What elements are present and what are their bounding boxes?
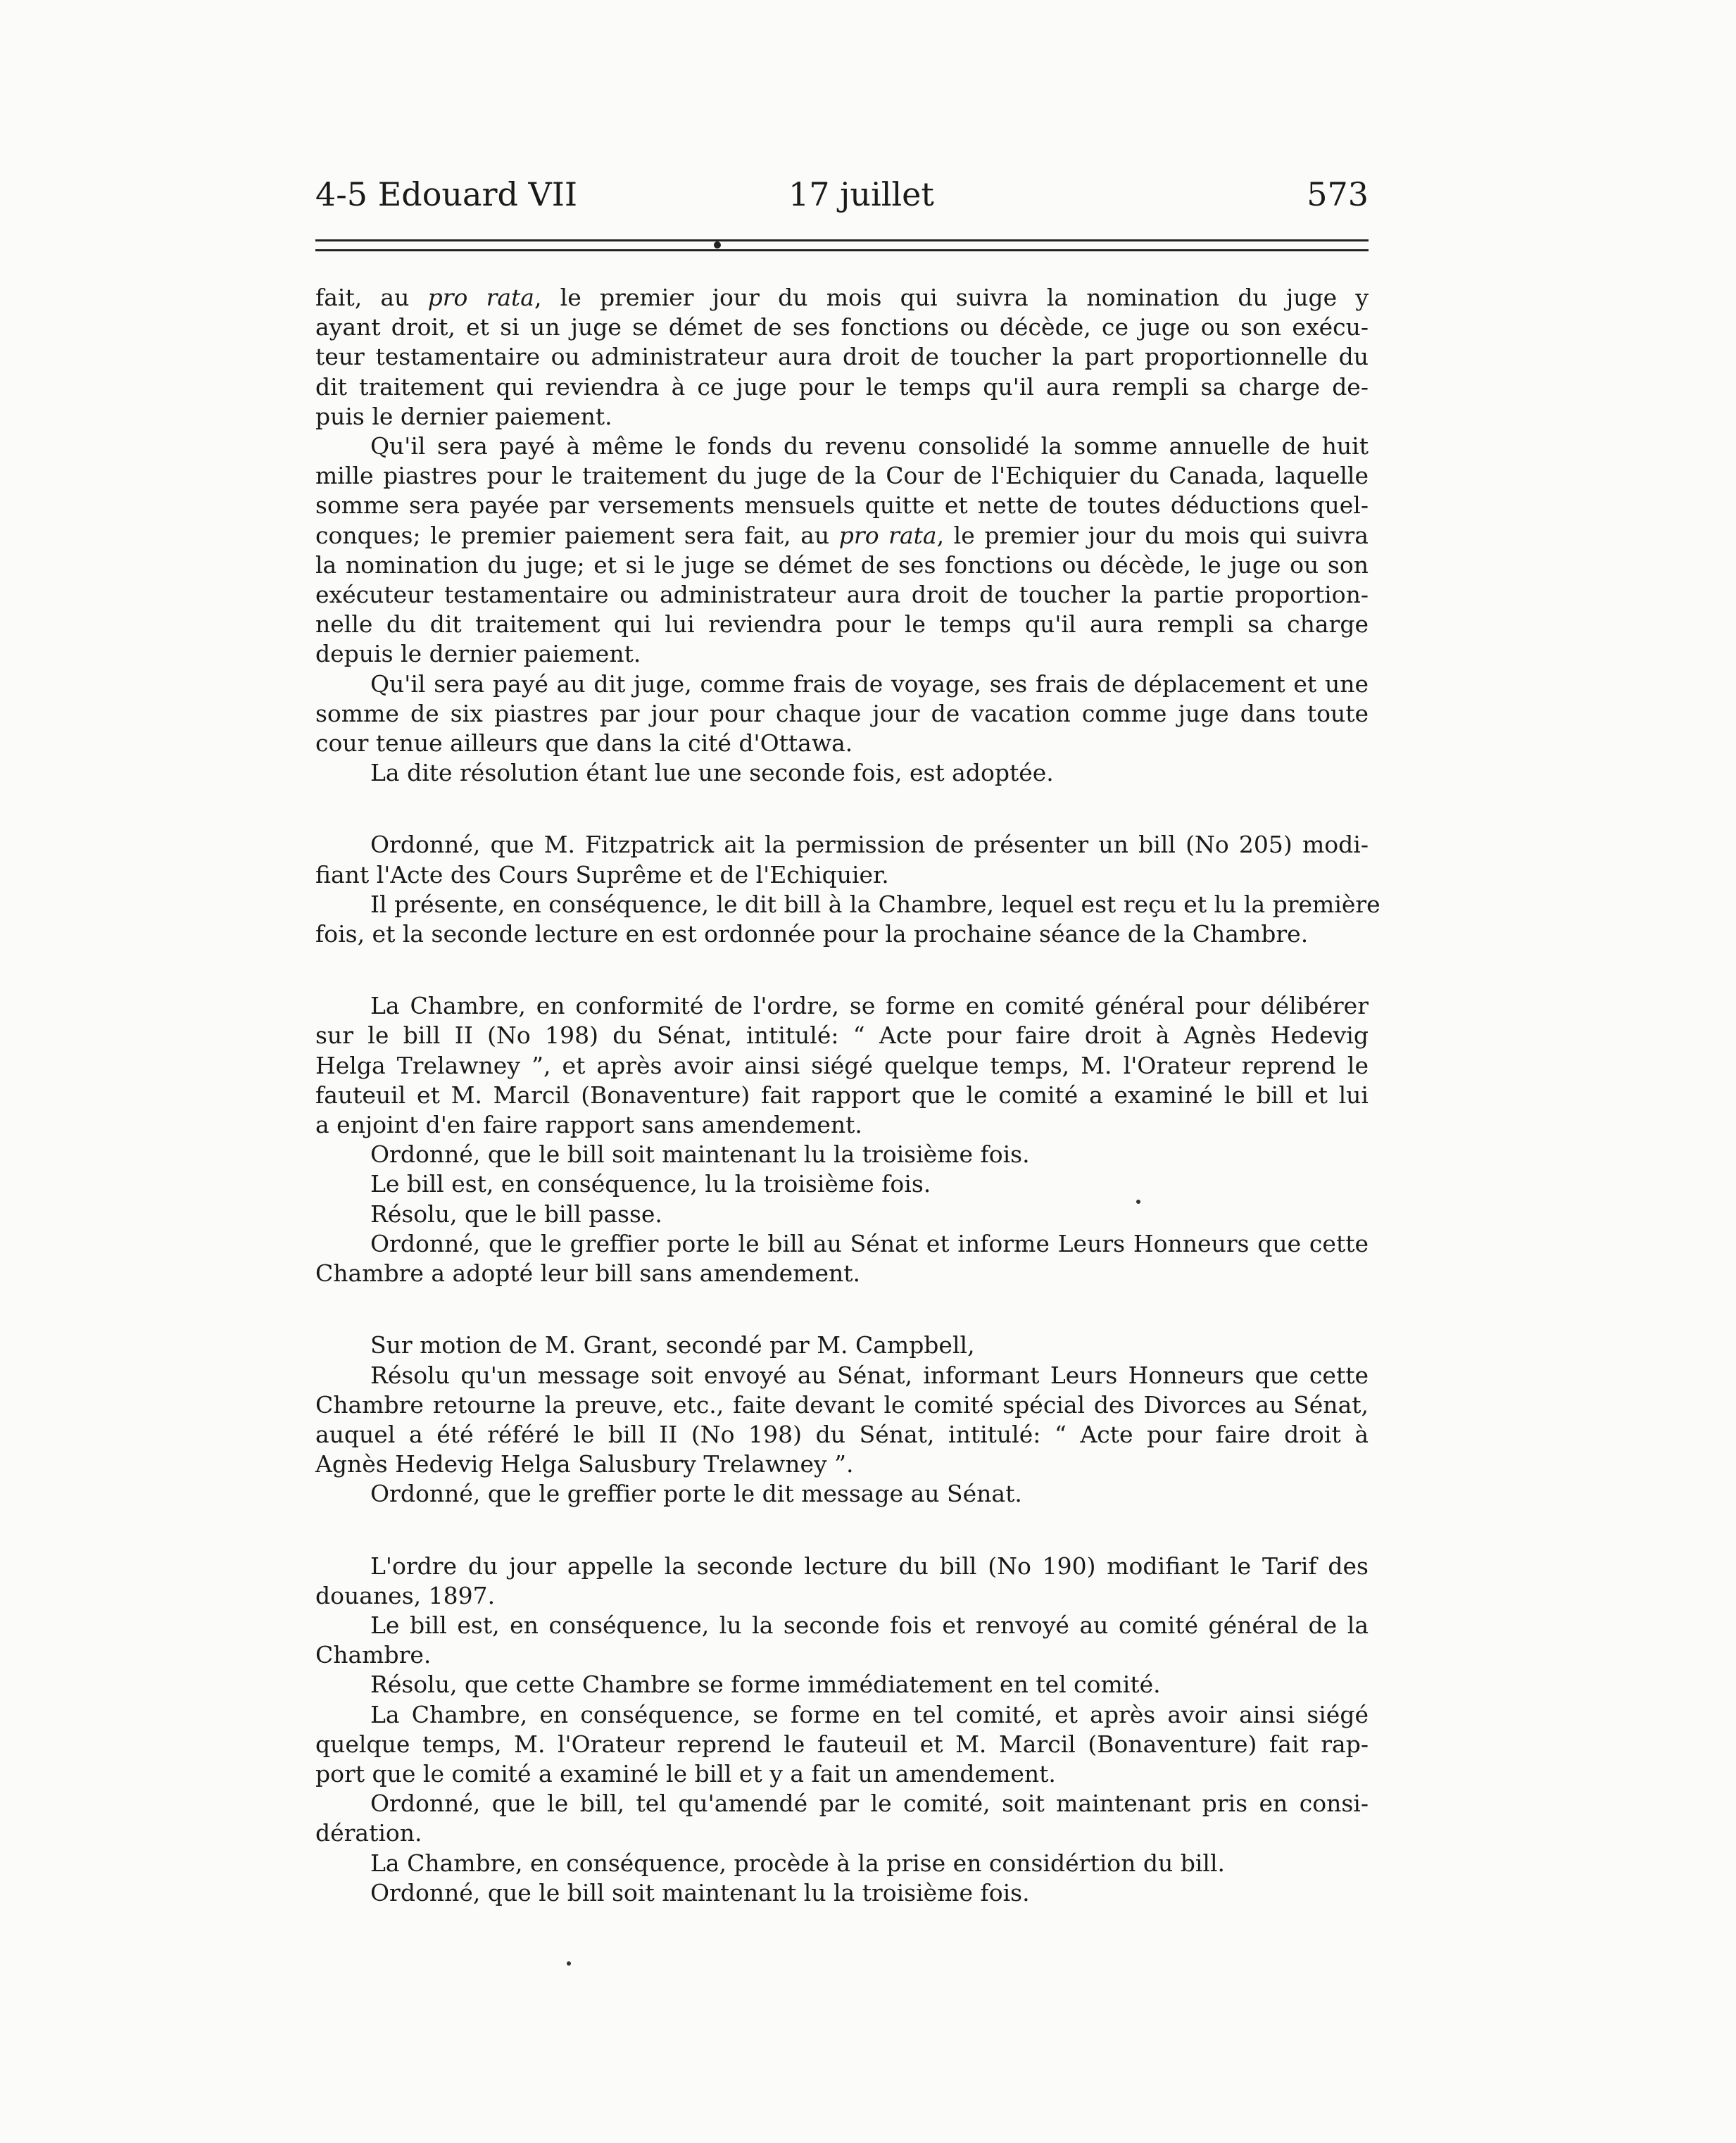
text-line: dération.: [315, 1819, 422, 1847]
paragraph: [315, 432, 1369, 670]
paragraph: [315, 283, 1369, 432]
page-number: 573: [1307, 175, 1369, 213]
text-line: puis le dernier paiement.: [315, 402, 612, 430]
rule-ornament: [714, 241, 721, 249]
text-line: ayant droit, et si un juge se démet de ses fonctions ou décède, ce juge ou son exécu-: [315, 313, 1369, 341]
text-line: La Chambre, en conséquence, se forme en tel comité, et après avoir ainsi siégé: [370, 1700, 1369, 1728]
paragraph: [315, 890, 1380, 949]
text-line: Chambre retourne la preuve, etc., faite devant le comité spécial des Divorces au Sénat,: [315, 1390, 1369, 1419]
text-line: somme sera payée par versements mensuels quitte et nette de toutes déductions quel-: [315, 491, 1369, 520]
paragraph: [315, 1552, 1369, 1611]
paragraph: [315, 1479, 1369, 1509]
text-line: fauteuil et M. Marcil (Bonaventure) fait rapport que le comité a examiné le bill et lui: [315, 1081, 1369, 1109]
paragraph: [315, 1700, 1369, 1790]
paragraph: [315, 1169, 1369, 1199]
paragraph: [315, 1229, 1369, 1288]
section-gap: [315, 1509, 1369, 1552]
text-line: Helga Trelawney ”, et après avoir ainsi siégé quelque temps, M. l'Orateur reprend le: [315, 1051, 1369, 1079]
running-head-left: 4-5 Edouard VII: [315, 175, 578, 213]
text-line: cour tenue ailleurs que dans la cité d'Ottawa.: [315, 729, 853, 758]
text-line: port que le comité a examiné le bill et y a fait un amendement.: [315, 1759, 1056, 1787]
text-line: Le bill est, en conséquence, lu la troisième fois.: [370, 1170, 931, 1198]
text-line: Chambre.: [315, 1641, 432, 1669]
running-head-date: 17 juillet: [788, 175, 934, 213]
text-line: Ordonné, que le bill, tel qu'amendé par le comité, soit maintenant pris en consi-: [370, 1790, 1369, 1818]
text-line: L'ordre du jour appelle la seconde lecture du bill (No 190) modifiant le Tarif des: [370, 1552, 1369, 1580]
text-line: douanes, 1897.: [315, 1581, 496, 1609]
text-line: conques; le premier paiement sera fait, au pro rata, le premier jour du mois qui suivra: [315, 521, 1369, 549]
section-gap: [315, 788, 1369, 830]
text-line: dit traitement qui reviendra à ce juge pour le temps qu'il aura rempli sa charge de-: [315, 372, 1369, 401]
text-line: depuis le dernier paiement.: [315, 640, 641, 668]
paragraph: [315, 1331, 1369, 1360]
text-line: Qu'il sera payé à même le fonds du revenu consolidé la somme annuelle de huit: [370, 432, 1369, 460]
paragraph: [315, 1140, 1369, 1169]
paragraph: [315, 830, 1369, 889]
text-line: Le bill est, en conséquence, lu la seconde fois et renvoyé au comité général de la: [370, 1611, 1369, 1639]
paragraph: [315, 758, 1369, 788]
text-line: Ordonné, que le greffier porte le bill au Sénat et informe Leurs Honneurs que cette: [370, 1229, 1369, 1257]
text-line: la nomination du juge; et si le juge se démet de ses fonctions ou décède, le juge ou son: [315, 551, 1369, 579]
text-line: Ordonné, que le bill soit maintenant lu la troisième fois.: [370, 1140, 1030, 1169]
text-line: fois, et la seconde lecture en est ordonnée pour la prochaine séance de la Chambre.: [315, 920, 1309, 948]
rule-bottom: [315, 249, 1369, 251]
text-line: Résolu, que le bill passe.: [370, 1200, 662, 1228]
text-line: fait, au pro rata, le premier jour du mois qui suivra la nomination du juge y: [315, 284, 1369, 311]
text-line: sur le bill II (No 198) du Sénat, intitulé: “ Acte pour faire droit à Agnès Hedevig: [315, 1022, 1369, 1050]
running-head: [315, 173, 1369, 215]
text-line: Ordonné, que le greffier porte le dit message au Sénat.: [370, 1480, 1022, 1508]
text-line: Résolu, que cette Chambre se forme immédiatement en tel comité.: [370, 1671, 1161, 1699]
text-line: auquel a été référé le bill II (No 198) du Sénat, intitulé: “ Acte pour faire droit à: [315, 1420, 1369, 1448]
paragraph: [315, 1361, 1369, 1480]
text-line: somme de six piastres par jour pour chaque jour de vacation comme juge dans toute: [315, 699, 1369, 727]
text-line: Chambre a adopté leur bill sans amendement.: [315, 1259, 861, 1288]
text-line: nelle du dit traitement qui lui reviendra pour le temps qu'il aura rempli sa charge: [315, 610, 1369, 639]
paragraph: [315, 1611, 1369, 1670]
text-line: Ordonné, que M. Fitzpatrick ait la permission de présenter un bill (No 205) modi-: [370, 831, 1369, 859]
paragraph: [315, 991, 1369, 1140]
header-double-rule: [315, 239, 1369, 258]
text-line: Résolu qu'un message soit envoyé au Sénat, informant Leurs Honneurs que cette: [370, 1361, 1369, 1389]
rule-top: [315, 239, 1369, 241]
text-line: teur testamentaire ou administrateur aura droit de toucher la part proportionnelle du: [315, 343, 1369, 371]
text-line: fiant l'Acte des Cours Suprême et de l'Echiquier.: [315, 860, 889, 888]
section-gap: [315, 949, 1369, 991]
text-line: La dite résolution étant lue une seconde fois, est adoptée.: [370, 759, 1054, 787]
text-line: Ordonné, que le bill soit maintenant lu la troisième fois.: [370, 1878, 1030, 1906]
text-line: Sur motion de M. Grant, secondé par M. Campbell,: [370, 1331, 975, 1359]
paragraph: [315, 1789, 1369, 1848]
text-line: Qu'il sera payé au dit juge, comme frais de voyage, ses frais de déplacement et une: [370, 670, 1369, 698]
body-text: [315, 283, 1380, 1908]
text-line: La Chambre, en conformité de l'ordre, se forme en comité général pour délibérer: [370, 992, 1369, 1020]
text-line: a enjoint d'en faire rapport sans amendement.: [315, 1111, 862, 1139]
text-line: exécuteur testamentaire ou administrateur aura droit de toucher la partie proportion-: [315, 581, 1369, 609]
paragraph: [315, 1200, 1369, 1229]
print-speck: [567, 1961, 571, 1966]
text-line: quelque temps, M. l'Orateur reprend le fauteuil et M. Marcil (Bonaventure) fait rap-: [315, 1730, 1369, 1758]
text-line: Il présente, en conséquence, le dit bill à la Chambre, lequel est reçu et lu la première: [370, 890, 1380, 918]
text-line: La Chambre, en conséquence, procède à la prise en considértion du bill.: [370, 1849, 1226, 1877]
paragraph: [315, 1878, 1369, 1908]
paragraph: [315, 1849, 1369, 1878]
text-line: mille piastres pour le traitement du juge de la Cour de l'Echiquier du Canada, laquelle: [315, 462, 1369, 490]
text-line: Agnès Hedevig Helga Salusbury Trelawney ”.: [315, 1450, 854, 1478]
section-gap: [315, 1288, 1369, 1331]
paragraph: [315, 670, 1369, 759]
paragraph: [315, 1670, 1369, 1699]
print-speck: [1136, 1200, 1140, 1204]
